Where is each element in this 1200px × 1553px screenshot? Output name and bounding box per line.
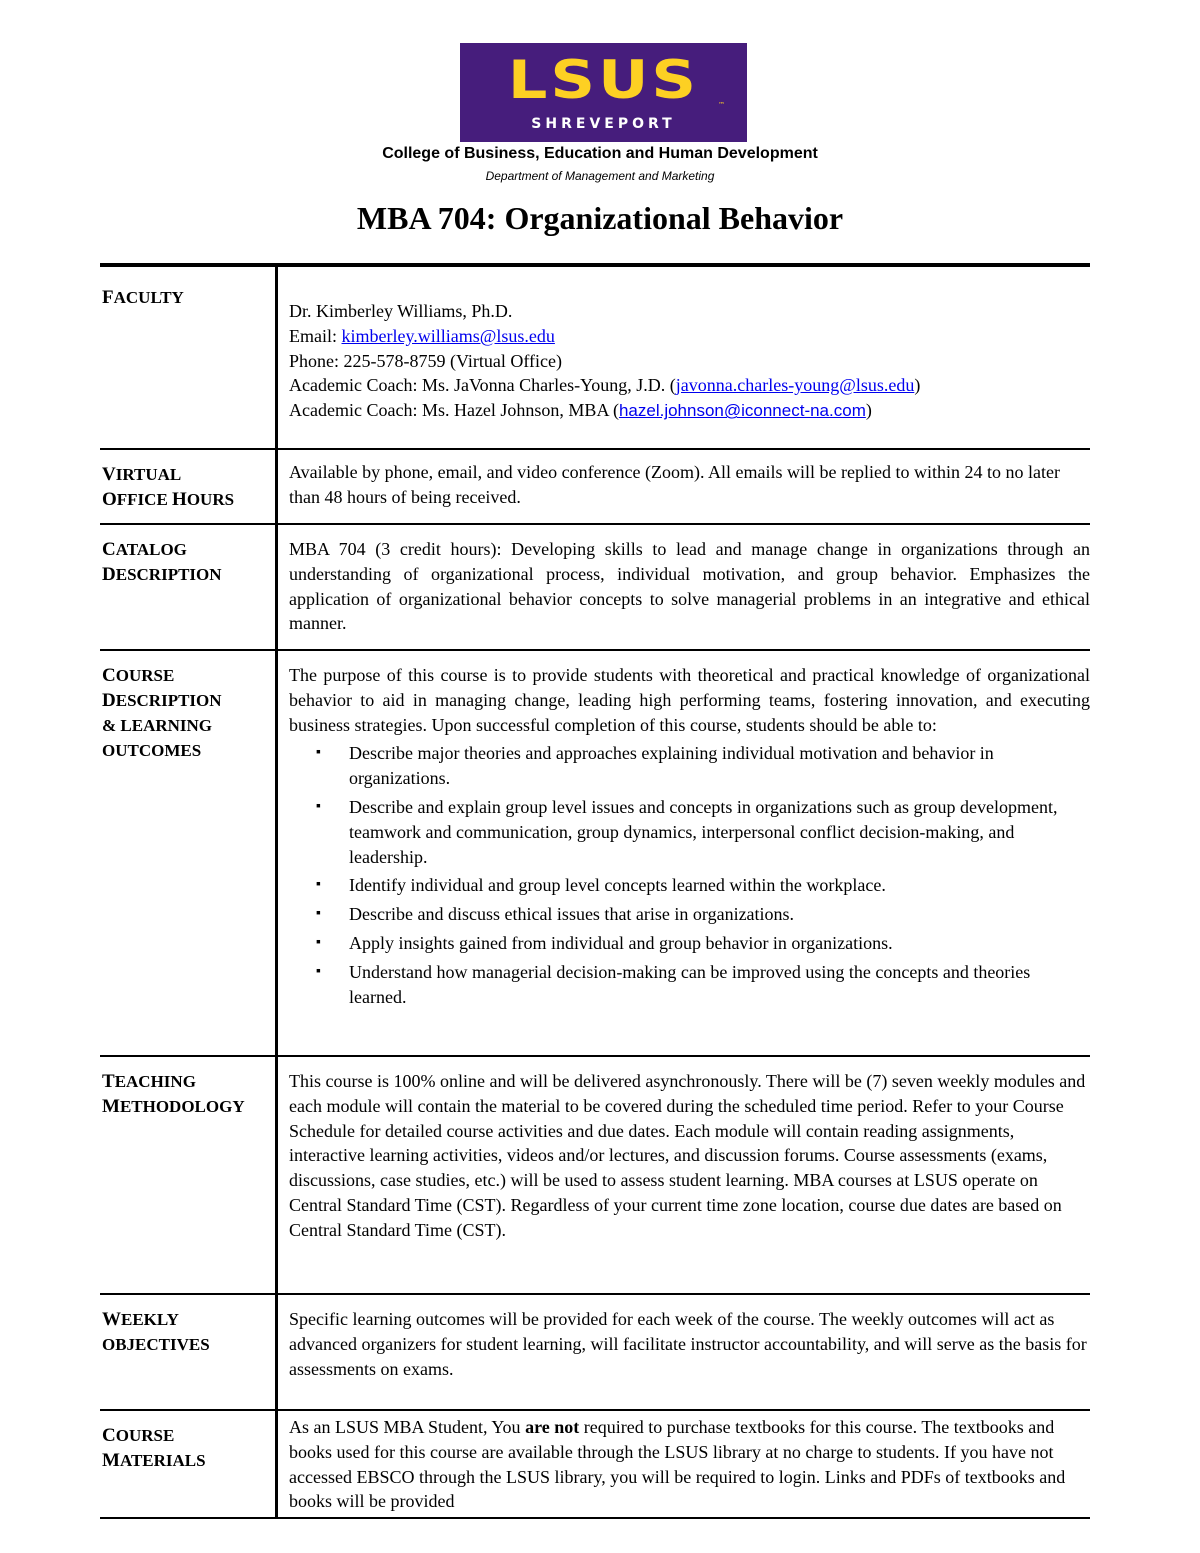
department-name: Department of Management and Marketing	[485, 169, 715, 183]
faculty-email-line: Email: kimberley.williams@lsus.edu	[289, 325, 555, 346]
weekly-content: Specific learning outcomes will be provided for each week of the course. The weekly outcomes will act as advanced organizers for student learning, will facilitate instructor accountability, and will serve as the basis for assessments on exams.	[289, 1309, 1087, 1379]
course-intro: The purpose of this course is to provide students with theoretical and practical knowledge of organizational behavior to aid in managing change, leading high performing teams, fostering innovation, and executing business strategies. Upon successful completion of this course, students should be able to:	[289, 665, 1090, 735]
faculty-email-link[interactable]: kimberley.williams@lsus.edu	[341, 325, 555, 346]
faculty-content	[278, 267, 1090, 448]
catalog-label: CATALOG DESCRIPTION	[100, 525, 278, 649]
list-item: ▪ Describe and discuss ethical issues that arise in organizations.	[349, 902, 1090, 927]
faculty-label: FACULTY	[100, 267, 278, 448]
office-hours-label: VIRTUAL OFFICE HOURS	[100, 450, 278, 523]
office-hours-row	[100, 450, 1090, 525]
teaching-content: This course is 100% online and will be delivered asynchronously. There will be (7) seven weekly modules and each module will contain the material to be covered during the scheduled time period. Refer to your Course Schedule for detailed course activities and due dates. Each module will contain reading assignments, interactive learning activities, videos and/or lectures, and discussion forums. Course assessments (exams, discussions, case studies, etc.) will be used to assess student learning. MBA courses at LSUS operate on Central Standard Time (CST). Regardless of your current time zone location, course due dates are based on Central Standard Time (CST).	[289, 1071, 1086, 1240]
faculty-row	[100, 267, 1090, 450]
college-name: College of Business, Education and Human Development	[382, 145, 818, 162]
course-description-label: COURSE DESCRIPTION & LEARNING OUTCOMES	[100, 651, 278, 1055]
weekly-row	[100, 1295, 1090, 1411]
list-item: ▪ Understand how managerial decision-making can be improved using the concepts and theories learned.	[349, 960, 1090, 1010]
office-hours-content: Available by phone, email, and video conference (Zoom). All emails will be replied to within 24 to no later than 48 hours of being received.	[289, 462, 1060, 507]
list-item: ▪ Describe major theories and approaches explaining individual motivation and behavior in organizations.	[349, 741, 1090, 791]
coach1-line: Academic Coach: Ms. JaVonna Charles-Young, J.D. (javonna.charles-young@lsus.edu)	[289, 375, 921, 396]
faculty-name: Dr. Kimberley Williams, Ph.D.	[289, 301, 513, 321]
course-description-content	[278, 651, 1090, 1055]
list-item: ▪ Describe and explain group level issues and concepts in organizations such as group development, teamwork and communication, group dynamics, interpersonal conflict decision-making, and leadership.	[349, 795, 1090, 869]
coach2-line: Academic Coach: Ms. Hazel Johnson, MBA (hazel.johnson@iconnect-na.com)	[289, 400, 872, 421]
faculty-phone: Phone: 225-578-8759 (Virtual Office)	[289, 350, 563, 371]
coach2-email-link[interactable]: hazel.johnson@iconnect-na.com	[618, 401, 866, 421]
materials-row	[100, 1411, 1090, 1519]
materials-content: As an LSUS MBA Student, You are not required to purchase textbooks for this course. The textbooks and books used for this course are available through the LSUS library at no charge to students. If you have not accessed EBSCO through the LSUS library, you will be required to login. Links and PDFs of textbooks and books will be provided	[289, 1417, 1066, 1512]
course-description-row	[100, 651, 1090, 1057]
learning-outcomes-list	[289, 741, 1090, 1009]
weekly-label: WEEKLY OBJECTIVES	[100, 1295, 278, 1409]
teaching-label: TEACHING METHODOLOGY	[100, 1057, 278, 1293]
coach1-email-link[interactable]: javonna.charles-young@lsus.edu	[675, 375, 915, 396]
page-title: MBA 704: Organizational Behavior	[356, 200, 844, 236]
syllabus-table	[100, 263, 1090, 1519]
catalog-content: MBA 704 (3 credit hours): Developing skills to lead and manage change in organizations through an understanding of organizational process, individual motivation, and group behavior. Emphasizes the application of organizational behavior concepts to solve managerial problems in an integrative and ethical manner.	[289, 539, 1090, 634]
lsus-logo	[460, 43, 747, 142]
logo-subtitle: SHREVEPORT	[531, 116, 676, 132]
materials-label: COURSE MATERIALS	[100, 1411, 278, 1517]
list-item: ▪ Apply insights gained from individual and group behavior in organizations.	[349, 931, 1090, 956]
logo-wordmark: LSUS	[507, 48, 700, 111]
catalog-row	[100, 525, 1090, 651]
teaching-row	[100, 1057, 1090, 1295]
list-item: ▪ Identify individual and group level concepts learned within the workplace.	[349, 873, 1090, 898]
logo-trademark: ™	[718, 101, 725, 109]
